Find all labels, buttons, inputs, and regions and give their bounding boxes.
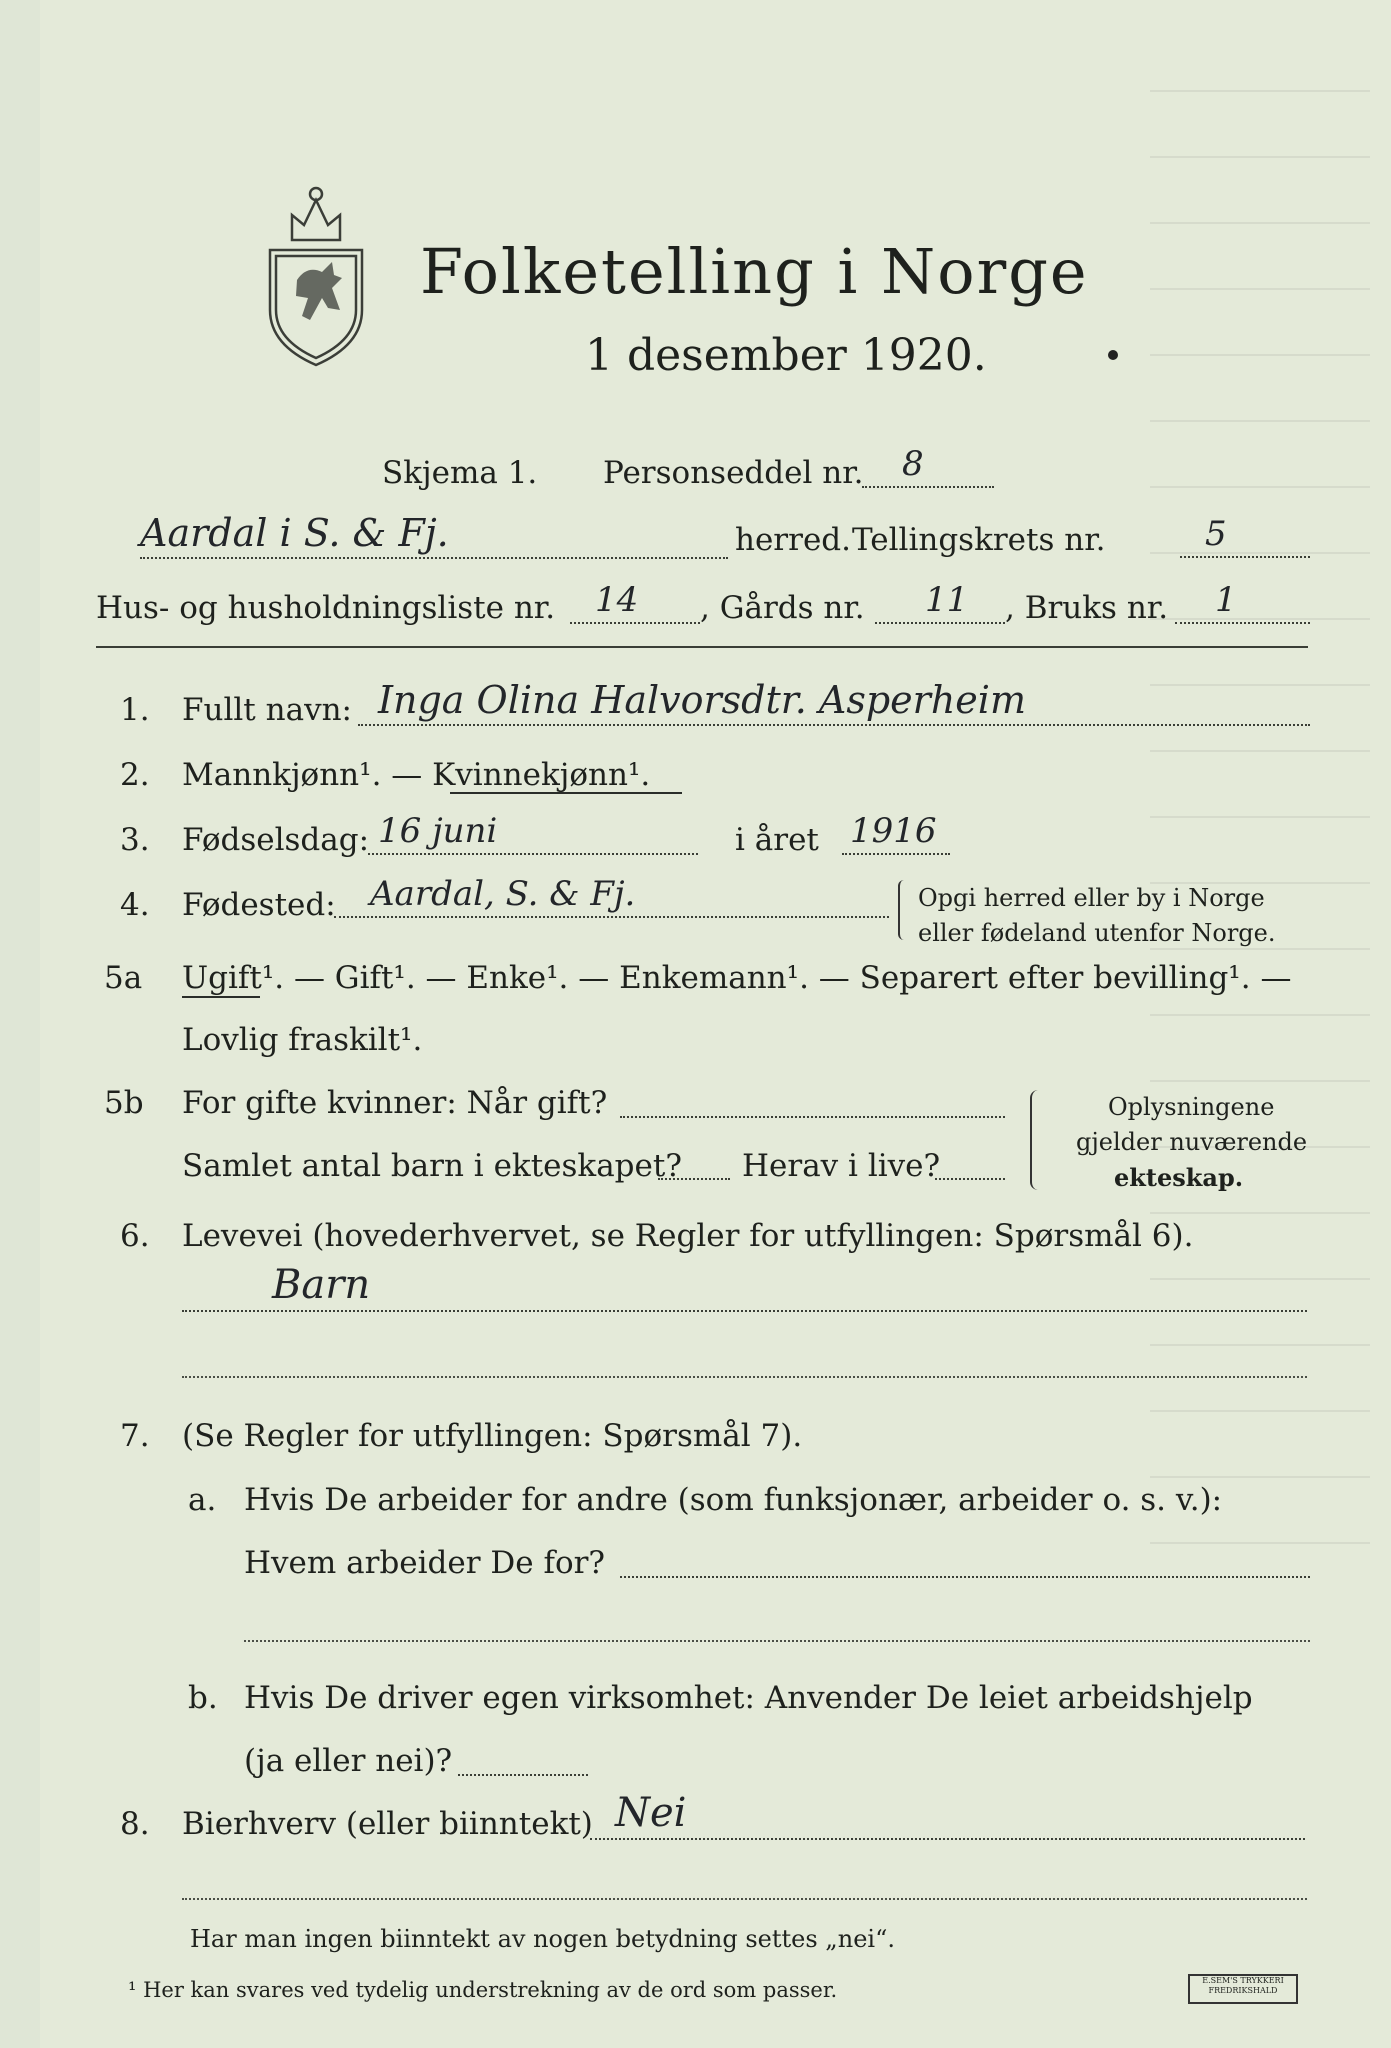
q8-label: Bierhverv (eller biinntekt) — [182, 1806, 593, 1842]
occupation-line-2 — [182, 1376, 1307, 1378]
q5b-label: For gifte kvinner: Når gift? — [182, 1085, 608, 1121]
q8-number: 8. — [120, 1806, 150, 1842]
year-label: i året — [735, 822, 819, 858]
children-count-field[interactable] — [658, 1142, 730, 1180]
marriage-note-2: gjelder nuværende — [1076, 1128, 1308, 1156]
ugift-underline — [182, 996, 260, 998]
q2-number: 2. — [120, 757, 150, 793]
marriage-date-field[interactable] — [620, 1080, 1005, 1118]
children-alive-field[interactable] — [935, 1142, 1005, 1180]
q7a-number: a. — [188, 1482, 217, 1518]
footnote: ¹ Her kan svares ved tydelig understrekning av de ord som passer. — [128, 1978, 838, 2002]
q1-number: 1. — [120, 692, 150, 728]
no-income-note: Har man ingen biinntekt av nogen betydning settes „nei“. — [190, 1925, 895, 1953]
birth-year-value: 1916 — [850, 811, 937, 851]
full-name-value: Inga Olina Halvorsdtr. Asperheim — [378, 678, 1026, 722]
marriage-note-bracket — [1030, 1090, 1044, 1190]
children-label: Samlet antal barn i ekteskapet? — [182, 1148, 682, 1184]
occupation-field[interactable] — [182, 1262, 1307, 1312]
birthplace-field[interactable] — [334, 868, 889, 918]
alive-label: Herav i live? — [742, 1148, 941, 1184]
marriage-note-3: ekteskap. — [1114, 1163, 1244, 1192]
birth-year-field[interactable] — [842, 805, 950, 855]
dot-mark — [1108, 350, 1118, 360]
q6-number: 6. — [120, 1218, 150, 1254]
q3-label: Fødselsdag: — [182, 822, 370, 858]
herred-field[interactable] — [140, 505, 728, 559]
gards-label: , Gårds nr. — [700, 590, 865, 626]
q7-label: (Se Regler for utfyllingen: Spørsmål 7). — [182, 1418, 803, 1454]
q7b-number: b. — [188, 1680, 218, 1716]
personseddel-label: Personseddel nr. — [603, 455, 864, 491]
birthday-field[interactable] — [368, 805, 698, 855]
q7a-label: Hvis De arbeider for andre (som funksjonær, arbeider o. s. v.): — [244, 1482, 1223, 1518]
gards-value: 11 — [925, 580, 969, 620]
herred-value: Aardal i S. & Fj. — [140, 511, 449, 555]
bruks-field[interactable] — [1175, 578, 1310, 624]
q5a-number: 5a — [104, 960, 143, 996]
side-income-line-2 — [182, 1898, 1307, 1900]
q3-number: 3. — [120, 822, 150, 858]
full-name-field[interactable] — [358, 672, 1310, 726]
gards-field[interactable] — [875, 578, 1005, 624]
herred-label: herred. — [735, 522, 851, 558]
husholdningsliste-value: 14 — [595, 580, 639, 620]
sex-options[interactable]: Mannkjønn¹. — Kvinnekjønn¹. — [182, 757, 651, 793]
bleed-through — [1150, 90, 1370, 1590]
birthplace-note-2: eller fødeland utenfor Norge. — [918, 919, 1276, 947]
census-date: 1 desember 1920. — [585, 330, 987, 381]
employer-line-2 — [244, 1640, 1310, 1642]
birthday-value: 16 juni — [378, 811, 498, 851]
q1-label: Fullt navn: — [182, 692, 352, 728]
q7b-label: Hvis De driver egen virksomhet: Anvender De leiet arbeidshjelp — [244, 1680, 1253, 1716]
header-divider — [96, 646, 1308, 648]
birthplace-bracket — [898, 880, 910, 940]
q7-number: 7. — [120, 1418, 150, 1454]
printer-stamp-text: E.SEM'S TRYKKERI FREDRIKSHALD — [1202, 1976, 1284, 1995]
marriage-note-1: Oplysningene — [1108, 1093, 1275, 1121]
side-income-value: Nei — [615, 1790, 687, 1836]
q7b-label-2: (ja eller nei)? — [244, 1743, 453, 1779]
husholdningsliste-label: Hus- og husholdningsliste nr. — [96, 590, 556, 626]
hired-help-field[interactable] — [458, 1738, 588, 1776]
q4-label: Fødested: — [182, 887, 336, 923]
printer-stamp — [1188, 1974, 1298, 2004]
tellingskrets-value: 5 — [1205, 514, 1227, 554]
tellingskrets-field[interactable] — [1180, 510, 1310, 558]
q5b-number: 5b — [104, 1085, 144, 1121]
q6-label: Levevei (hovederhvervet, se Regler for utfyllingen: Spørsmål 6). — [182, 1218, 1194, 1254]
marital-status-options-2[interactable]: Lovlig fraskilt¹. — [182, 1022, 423, 1058]
q4-number: 4. — [120, 887, 150, 923]
marital-status-options[interactable]: Ugift¹. — Gift¹. — Enke¹. — Enkemann¹. — Separert efter bevilling¹. — — [182, 960, 1292, 996]
bruks-label: , Bruks nr. — [1005, 590, 1169, 626]
employer-field[interactable] — [620, 1540, 1310, 1578]
personseddel-value: 8 — [902, 444, 924, 484]
tellingskrets-label: Tellingskrets nr. — [852, 522, 1106, 558]
side-income-field[interactable] — [590, 1786, 1305, 1840]
coat-of-arms-icon — [262, 170, 370, 370]
page-title: Folketelling i Norge — [420, 235, 1089, 308]
bruks-value: 1 — [1215, 580, 1237, 620]
husholdningsliste-field[interactable] — [570, 578, 700, 624]
kvinnekjonn-underline — [450, 792, 682, 794]
schema-label: Skjema 1. — [382, 455, 538, 491]
birthplace-note-1: Opgi herred eller by i Norge — [918, 884, 1265, 912]
birthplace-value: Aardal, S. & Fj. — [370, 874, 636, 914]
occupation-value: Barn — [272, 1262, 371, 1308]
q7a-label-2: Hvem arbeider De for? — [244, 1545, 606, 1581]
personseddel-field[interactable] — [862, 444, 994, 488]
